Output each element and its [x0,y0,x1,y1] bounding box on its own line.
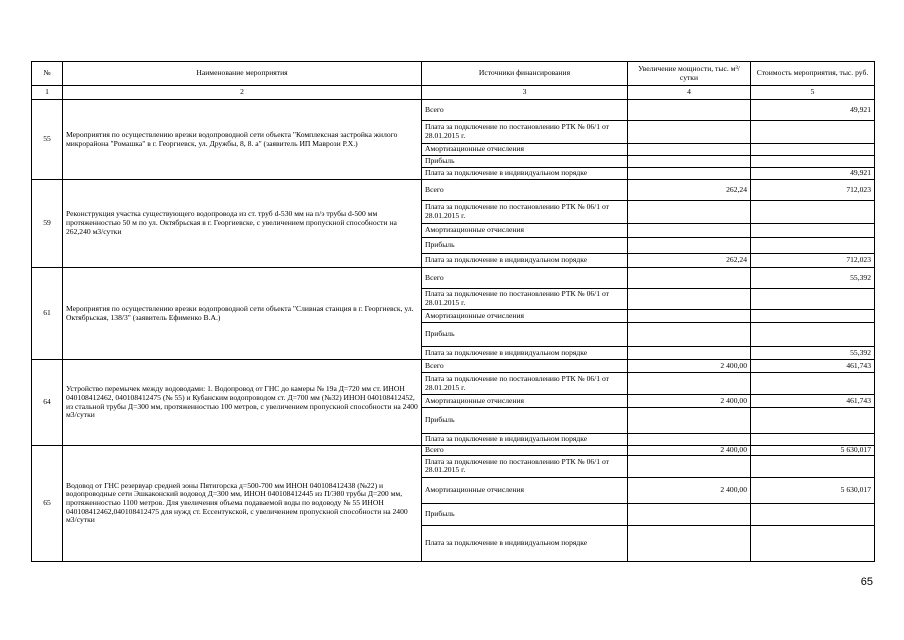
measure-name: Реконструкция участка существующего водопровода из ст. труб d-530 мм на п/э трубы d-500 мм протяженностью 50 м по ул. Октябрьская в г. Георгиевске, с увеличением пропускной способности на 262,240 м3/сутки [63,180,422,268]
header-index-row [32,86,875,100]
source-rtk: Плата за подключение по постановлению РТК № 06/1 от 28.01.2015 г. [422,289,628,310]
header-name: Наименование мероприятия [63,62,422,86]
cost-total: 55,392 [751,268,875,289]
capacity-profit [628,503,751,525]
source-profit: Прибыль [422,408,628,434]
header-capacity: Увеличение мощности, тыс. м³/сутки [628,62,751,86]
cost-amortization [751,310,875,323]
source-total: Всего [422,180,628,201]
cost-amortization: 5 630,017 [751,477,875,503]
investment-table [31,61,875,562]
row-number: 65 [32,446,63,562]
capacity-profit [628,323,751,347]
cost-amortization: 461,743 [751,395,875,408]
header-index: 1 [32,86,63,100]
source-rtk: Плата за подключение по постановлению РТК № 06/1 от 28.01.2015 г. [422,455,628,477]
capacity-total [628,268,751,289]
cost-profit [751,156,875,168]
cost-rtk [751,121,875,144]
table-row [32,268,875,289]
cost-total: 712,023 [751,180,875,201]
source-individual: Плата за подключение в индивидуальном порядке [422,254,628,268]
source-amortization: Амортизационные отчисления [422,144,628,156]
cost-individual: 55,392 [751,347,875,360]
cost-total: 5 630,017 [751,446,875,456]
capacity-rtk [628,455,751,477]
source-individual: Плата за подключение в индивидуальном порядке [422,168,628,180]
capacity-rtk [628,201,751,224]
capacity-individual [628,434,751,446]
header-cost: Стоимость мероприятия, тыс. руб. [751,62,875,86]
capacity-profit [628,408,751,434]
source-individual: Плата за подключение в индивидуальном порядке [422,434,628,446]
capacity-individual [628,168,751,180]
source-profit: Прибыль [422,323,628,347]
capacity-rtk [628,373,751,395]
cost-rtk [751,373,875,395]
measure-name: Водовод от ГНС резервуар средней зоны Пятигорска д=500-700 мм ИНОН 040108412438 (№22) и водопроводные сети Эшкаконский водовод Д=300 мм, ИНОН 040108412445 из П/Э80 трубы Д=200 мм, протяженностью 1100 метров. Для увеличения объема подаваемой воды по водоводу № 55 ИНОН 040108412462,040108412475 для нужд ст. Ессентукской, с увеличением пропускной способности на 2400 м3/сутки [63,446,422,562]
capacity-total [628,100,751,121]
cost-rtk [751,201,875,224]
capacity-individual [628,347,751,360]
source-rtk: Плата за подключение по постановлению РТК № 06/1 от 28.01.2015 г. [422,201,628,224]
capacity-total: 2 400,00 [628,360,751,373]
cost-profit [751,408,875,434]
cost-rtk [751,455,875,477]
measure-name: Мероприятия по осуществлению врезки водопроводной сети объекта "Сливная станция в г. Георгиевск, ул. Октябрьская, 138/3" (заявитель Ефименко В.А.) [63,268,422,360]
capacity-amortization: 2 400,00 [628,395,751,408]
capacity-total: 2 400,00 [628,446,751,456]
cost-individual [751,434,875,446]
source-amortization: Амортизационные отчисления [422,224,628,238]
source-total: Всего [422,360,628,373]
source-amortization: Амортизационные отчисления [422,477,628,503]
cost-profit [751,238,875,254]
measure-name: Устройство перемычек между водоводами: 1. Водопровод от ГНС до камеры № 19а Д=720 мм ст. ИНОН 040108412462, 040108412475 (№ 55) и Кубанским водопроводом ст. Д=700 мм (№32) ИНОН 040108412452, из стальной трубы Д=300 мм, протяженностью 100 метров, с увеличением пропускной способности на 2400 м3/сутки [63,360,422,446]
cost-individual [751,525,875,561]
source-total: Всего [422,100,628,121]
header-index: 3 [422,86,628,100]
capacity-rtk [628,121,751,144]
capacity-amortization [628,224,751,238]
capacity-amortization [628,310,751,323]
source-amortization: Амортизационные отчисления [422,310,628,323]
source-profit: Прибыль [422,238,628,254]
header-num: № [32,62,63,86]
capacity-amortization: 2 400,00 [628,477,751,503]
source-amortization: Амортизационные отчисления [422,395,628,408]
source-profit: Прибыль [422,156,628,168]
source-total: Всего [422,268,628,289]
row-number: 64 [32,360,63,446]
cost-total: 49,921 [751,100,875,121]
cost-rtk [751,289,875,310]
capacity-individual: 262,24 [628,254,751,268]
capacity-profit [628,156,751,168]
header-index: 5 [751,86,875,100]
cost-profit [751,323,875,347]
table-row [32,360,875,373]
source-total: Всего [422,446,628,456]
cost-amortization [751,144,875,156]
source-individual: Плата за подключение в индивидуальном порядке [422,525,628,561]
page-number: 65 [860,576,873,588]
capacity-rtk [628,289,751,310]
table-row [32,446,875,456]
cost-individual: 712,023 [751,254,875,268]
header-row [32,62,875,86]
cost-amortization [751,224,875,238]
capacity-individual [628,525,751,561]
source-rtk: Плата за подключение по постановлению РТК № 06/1 от 28.01.2015 г. [422,373,628,395]
header-index: 2 [63,86,422,100]
source-rtk: Плата за подключение по постановлению РТК № 06/1 от 28.01.2015 г. [422,121,628,144]
measure-name: Мероприятия по осуществлению врезки водопроводной сети объекта "Комплексная застройка жилого микрорайона "Ромашка" в г. Георгиевск, ул. Дружбы, 8, 8. а" (заявитель ИП Маврози Р.Х.) [63,100,422,180]
table-row [32,180,875,201]
capacity-amortization [628,144,751,156]
capacity-total: 262,24 [628,180,751,201]
cost-total: 461,743 [751,360,875,373]
header-index: 4 [628,86,751,100]
header-source: Источники финансирования [422,62,628,86]
capacity-profit [628,238,751,254]
source-profit: Прибыль [422,503,628,525]
source-individual: Плата за подключение в индивидуальном порядке [422,347,628,360]
cost-individual: 49,921 [751,168,875,180]
row-number: 55 [32,100,63,180]
cost-profit [751,503,875,525]
row-number: 59 [32,180,63,268]
row-number: 61 [32,268,63,360]
table-row [32,100,875,121]
